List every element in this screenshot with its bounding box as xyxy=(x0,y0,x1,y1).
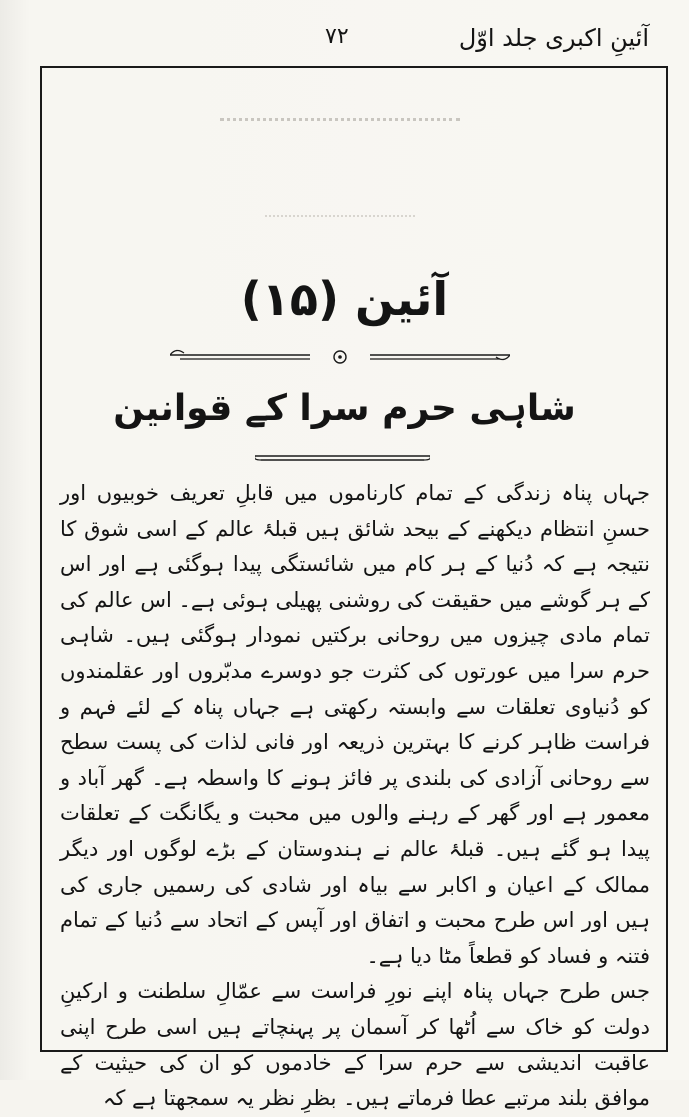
chapter-heading: آئین (۱۵) xyxy=(240,272,449,326)
page-number: ۷۲ xyxy=(325,24,349,49)
faint-dotted-rule-lower xyxy=(265,215,415,223)
paragraph: جس طرح جہاں پناہ اپنے نورِ فراست سے عمّالِ سلطنت و ارکینِ دولت کو خاک سے اُٹھا کر آسمان پر پہنچاتے ہیں اسی طرح اپنی عاقبت اندیشی سے حرم سرا کے خادموں کو ان کی حیثیت کے موافق بلند مرتبے عطا فرماتے ہیں۔ بظرِ نظر یہ سمجھتا ہے کہ xyxy=(60,979,650,1111)
running-title: آئینِ اکبری جلد اوّل xyxy=(458,24,649,52)
section-title: شاہی حرم سرا کے قوانین xyxy=(113,388,576,429)
faint-dotted-rule xyxy=(220,118,460,127)
ornament-divider-icon xyxy=(170,345,510,369)
body-text xyxy=(60,476,650,1117)
ornament-underline-icon xyxy=(255,448,430,468)
paragraph: جہاں پناہ زندگی کے تمام کارناموں میں قابلِ تعریف خوبیوں اور حسنِ انتظام دیکھنے کے بیحد شائق ہیں قبلۂ عالم کے اسی شوق کا نتیجہ ہے کہ دُنیا کے ہر کام میں شائستگی پیدا ہوگئی ہے اور اس کے ہر گوشے میں حقیقت کی روشنی پھیلی ہوئی ہے۔ اس عالم کی تمام مادی چیزوں میں روحانی برکتیں نمودار ہوگئی ہیں۔ شاہی حرم سرا میں عورتوں کی کثرت جو دوسرے مدبّروں اور عقلمندوں کو دُنیاوی تعلقات سے وابستہ رکھتی ہے جہاں پناہ کے لئے فہم و فراست ظاہر کرنے کا بہترین ذریعہ اور فانی لذات کی پست سطح سے روحانی آزادی کی بلندی پر فائز ہونے کا واسطہ ہے۔ گھر آباد و معمور ہے اور گھر کے رہنے والوں میں محبت و یگانگت کے تعلقات پیدا ہو گئے ہیں۔ قبلۂ عالم نے ہندوستان کے بڑے لوگوں اور دیگر ممالک کے اعیان و اکابر سے بیاہ اور شادی کی رسمیں جاری کی ہیں اور اس طرح محبت و اتفاق اور آپس کے اتحاد سے دُنیا کے تمام فتنہ و فساد کو قطعاً مٹا دیا ہے۔ xyxy=(60,481,650,968)
page-header xyxy=(40,20,649,60)
